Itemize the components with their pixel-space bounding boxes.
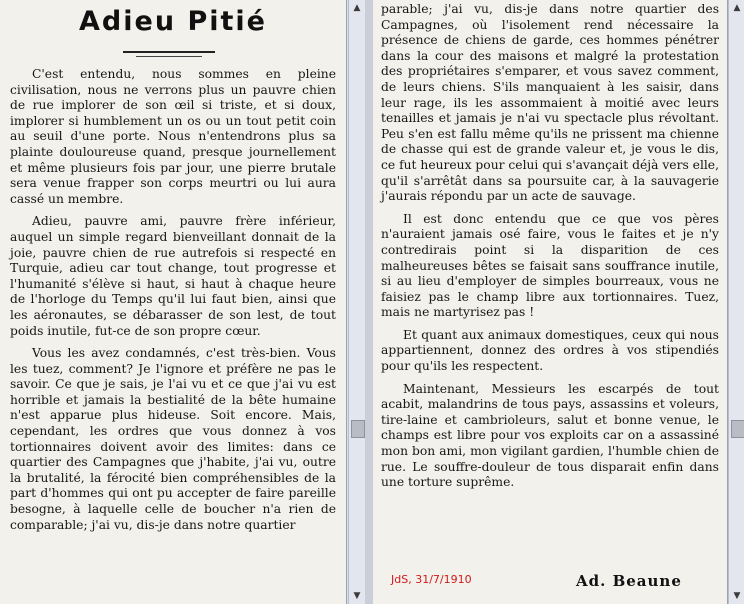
right-column-pane[interactable] [373, 0, 728, 604]
paragraph: C'est entendu, nous sommes en pleine civilisation, nous ne verrons plus un pauvre chien de rue implorer de son œil si triste, et si doux, implorer si humblement un os ou un tout petit coin au seuil d'une porte. Nous n'entendrons plus sa plainte douloureuse quand, presque journellement et même plusieurs fois par jour, une pierre brutale sera venue frapper son corps meurtri ou lui aura cassé un membre. [10, 67, 336, 206]
title-divider [123, 51, 215, 53]
source-stamp: JdS, 31/7/1910 [391, 573, 472, 586]
scroll-down-arrow-icon[interactable]: ▼ [353, 591, 361, 601]
column-gap [365, 0, 373, 604]
scroll-up-arrow-icon[interactable]: ▲ [733, 3, 741, 13]
scroll-down-arrow-icon[interactable]: ▼ [733, 591, 741, 601]
left-scrollbar[interactable] [348, 0, 365, 604]
title-divider-secondary [136, 56, 202, 57]
right-scrollbar[interactable] [728, 0, 744, 604]
paragraph: Et quant aux animaux domestiques, ceux qui nous appartiennent, donnez des ordres à vos stipendiés pour qu'ils les respectent. [381, 327, 719, 374]
left-column-pane[interactable] [0, 0, 347, 604]
article-title: Adieu Pitié [79, 6, 267, 37]
right-column-text [381, 2, 719, 498]
paragraph: parable; j'ai vu, dis-je dans notre quartier des Campagnes, où l'isolement rend nécessaire la présence de chiens de garde, ces hommes pénétrer dans la cour des maisons et malgré la protestation des propriétaires s'emparer, et vous savez comment, de leurs chiens. S'ils manquaient à les saisir, dans leur rage, ils les assommaient à moitié avec leurs tenailles et jamais je n'ai vu spectacle plus révoltant. Peu s'en est fallu même qu'ils ne prissent ma chienne de chasse qui est de grande valeur et, je vous le dis, ce fut heureux pour celui qui s'avançait déjà vers elle, qu'il s'arrêtât dans sa poursuite car, à la sauvagerie j'aurais répondu par un acte de sauvage. [381, 2, 719, 204]
scroll-up-arrow-icon[interactable]: ▲ [353, 3, 361, 13]
left-column-text [10, 67, 336, 540]
scrollbar-thumb[interactable] [731, 420, 744, 438]
scrollbar-thumb[interactable] [351, 420, 365, 438]
paragraph: Adieu, pauvre ami, pauvre frère inférieur, auquel un simple regard bienveillant donnait de la joie, pauvre chien de rue autrefois si respecté en Turquie, adieu car tout change, tout progresse et l'humanité s'élève si haut, si haut à chaque heure de l'horloge du Temps qu'il lui faut bien, ainsi que les aéronautes, se débarasser de son lest, de tout poids inutile, fut-ce de son propre cœur. [10, 214, 336, 338]
paragraph: Maintenant, Messieurs les escarpés de tout acabit, malandrins de tous pays, assassins et voleurs, tire-laine et cambrioleurs, salut et bonne venue, le champs est libre pour vos exploits car on a assassiné mon bon ami, mon vigilant gardien, l'humble chien de rue. Le souffre-douleur de tous disparait enfin dans une torture suprême. [381, 381, 719, 490]
author-signature: Ad. Beaune [576, 572, 682, 590]
paragraph: Vous les avez condamnés, c'est très-bien. Vous les tuez, comment? Je l'ignore et préfère ne pas le savoir. Ce que je sais, je l'ai vu et ce que j'ai vu est horrible et jamais la bestialité de la bête humaine n'est apparue plus hideuse. Soit encore. Mais, cependant, les ordres que vous donnez à vos tortionnaires doivent avoir des limites: dans ce quartier des Campagnes que j'habite, j'ai vu, outre la brutalité, la férocité bien compréhensibles de la part d'hommes qui ont pu accepter de faire pareille besogne, à laquelle celle de boucher n'a rien de comparable; j'ai vu, dis-je dans notre quartier [10, 346, 336, 532]
paragraph: Il est donc entendu que ce que vos pères n'auraient jamais osé faire, vous le faites et je n'y contredirais point si la disparition de ces malheureuses bêtes se faisait sans souffrance inutile, si au lieu d'employer de simples bourreaux, vous ne faisiez pas le champ libre aux tortionnaires. Tuez, mais ne martyrisez pas ! [381, 211, 719, 320]
